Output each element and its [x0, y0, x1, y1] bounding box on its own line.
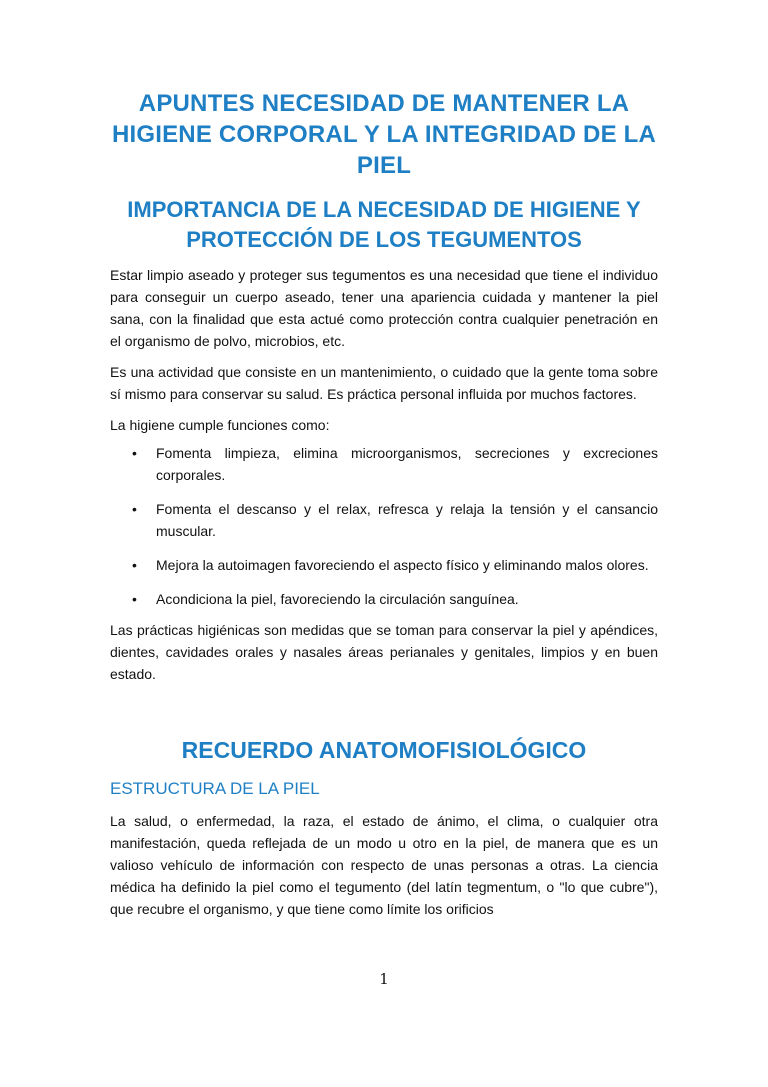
paragraph-skin: La salud, o enfermedad, la raza, el estado de ánimo, el clima, o cualquier otra manifestación, queda reflejada de un modo u otro en la piel, de manera que es un valioso vehículo de información con respecto de unas personas a otras. La ciencia médica ha definido la piel como el tegumento (del latín tegmentum, o "lo que cubre"), que recubre el organismo, y que tiene como límite los orificios — [110, 813, 658, 917]
paragraph-intro: Estar limpio aseado y proteger sus tegumentos es una necesidad que tiene el individuo para conseguir un cuerpo aseado, tener una apariencia cuidada y mantener la piel sana, con la finalidad que esta actué como protección contra cualquier penetración en el organismo de polvo, microbios, etc. — [110, 267, 658, 349]
paragraph-activity: Es una actividad que consiste en un mantenimiento, o cuidado que la gente toma sobre sí mismo para conservar su salud. Es práctica personal influida por muchos factores. — [110, 364, 658, 402]
list-item — [132, 588, 658, 610]
functions-list — [110, 442, 658, 610]
list-item — [132, 554, 658, 576]
list-item-text: Mejora la autoimagen favoreciendo el aspecto físico y eliminando malos olores. — [156, 557, 649, 573]
list-item-text: Fomenta el descanso y el relax, refresca y relaja la tensión y el cansancio muscular. — [156, 501, 658, 539]
list-item — [132, 498, 658, 542]
list-item-text: Fomenta limpieza, elimina microorganismos, secreciones y excreciones corporales. — [156, 445, 658, 483]
page-number: 1 — [379, 970, 389, 988]
section-title: RECUERDO ANATOMOFISIOLÓGICO — [181, 737, 587, 763]
bullet-icon: • — [132, 501, 137, 517]
bullet-icon: • — [132, 591, 137, 607]
bullet-icon: • — [132, 445, 137, 461]
bullet-icon: • — [132, 557, 137, 573]
document-subtitle: IMPORTANCIA DE LA NECESIDAD DE HIGIENE Y PROTECCIÓN DE LOS TEGUMENTOS — [127, 197, 641, 252]
list-item — [132, 442, 658, 486]
section-subtitle: ESTRUCTURA DE LA PIEL — [110, 779, 320, 798]
paragraph-practices: Las prácticas higiénicas son medidas que se toman para conservar la piel y apéndices, dientes, cavidades orales y nasales áreas perianales y genitales, limpios y en buen estado. — [110, 622, 658, 682]
paragraph-functions-lead: La higiene cumple funciones como: — [110, 417, 330, 433]
list-item-text: Acondiciona la piel, favoreciendo la circulación sanguínea. — [156, 591, 519, 607]
document-title: APUNTES NECESIDAD DE MANTENER LA HIGIENE CORPORAL Y LA INTEGRIDAD DE LA PIEL — [111, 90, 657, 179]
